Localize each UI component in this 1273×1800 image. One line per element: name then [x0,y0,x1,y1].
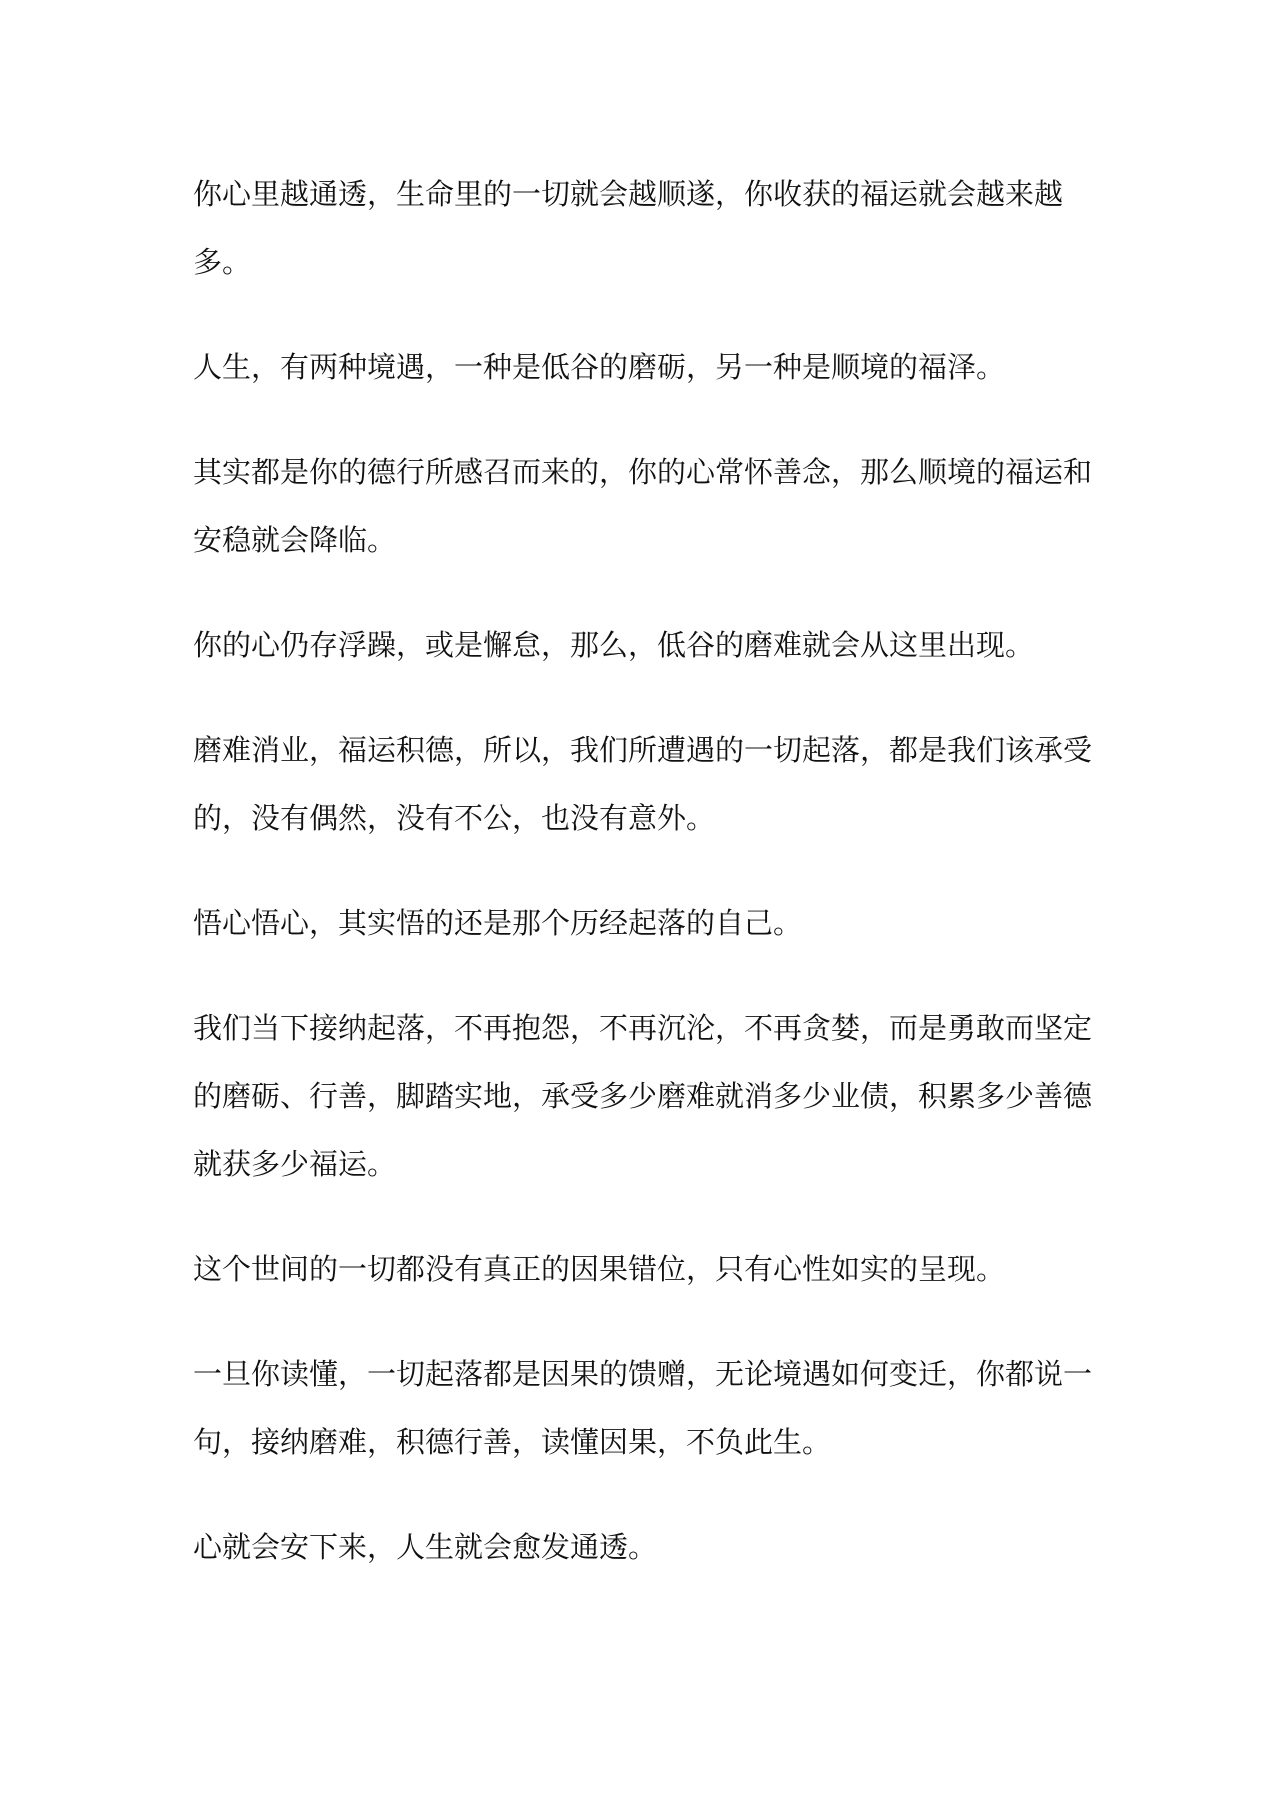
paragraph-1: 你心里越通透，生命里的一切就会越顺遂，你收获的福运就会越来越多。 [193,177,1064,279]
paragraph-4: 你的心仍存浮躁，或是懈怠，那么，低谷的磨难就会从这里出现。 [193,628,1035,662]
document-body [193,160,1093,1618]
paragraph-3: 其实都是你的德行所感召而来的，你的心常怀善念，那么顺境的福运和安稳就会降临。 [193,455,1093,557]
paragraph-8: 这个世间的一切都没有真正的因果错位，只有心性如实的呈现。 [193,1252,1006,1286]
paragraph-6: 悟心悟心，其实悟的还是那个历经起落的自己。 [193,906,803,940]
paragraph-5: 磨难消业，福运积德，所以，我们所遭遇的一切起落，都是我们该承受的，没有偶然，没有不公，也没有意外。 [193,733,1093,835]
paragraph-2: 人生，有两种境遇，一种是低谷的磨砺，另一种是顺境的福泽。 [193,350,1006,384]
paragraph-9: 一旦你读懂，一切起落都是因果的馈赠，无论境遇如何变迁，你都说一句，接纳磨难，积德行善，读懂因果，不负此生。 [193,1357,1093,1459]
paragraph-7: 我们当下接纳起落，不再抱怨，不再沉沦，不再贪婪，而是勇敢而坚定的磨砺、行善，脚踏实地，承受多少磨难就消多少业债，积累多少善德就获多少福运。 [193,1011,1093,1181]
paragraph-10: 心就会安下来，人生就会愈发通透。 [193,1530,658,1564]
